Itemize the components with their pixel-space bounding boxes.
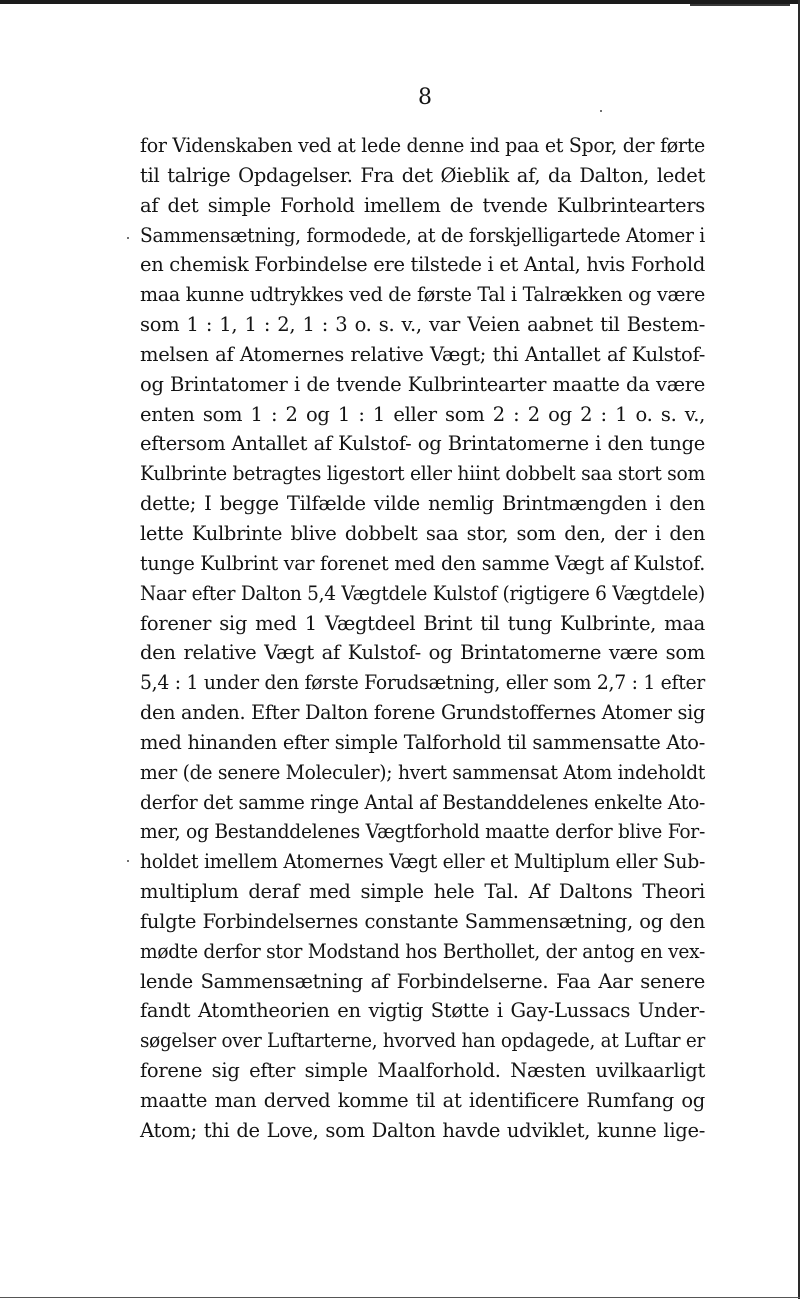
page-number: 8: [418, 85, 432, 110]
text-line: melsen af Atomernes relative Vægt; thi Antallet af Kulstof-: [140, 342, 705, 366]
text-line: den relative Vægt af Kulstof- og Brintatomerne være som: [140, 641, 705, 665]
text-line: en chemisk Forbindelse ere tilstede i et Antal, hvis Forhold: [140, 253, 706, 277]
text-line: søgelser over Luftarterne, hvorved han opdagede, at Luftar er: [140, 1029, 705, 1053]
text-line: holdet imellem Atomernes Vægt eller et Multiplum eller Sub-: [140, 850, 705, 874]
text-line: den anden. Efter Dalton forene Grundstoffernes Atomer sig: [140, 701, 705, 725]
text-line: som 1 : 1, 1 : 2, 1 : 3 o. s. v., var Veien aabnet til Bestem-: [140, 313, 705, 337]
body-paragraph: [140, 131, 705, 1146]
text-line: dette; I begge Tilfælde vilde nemlig Brintmængden i den: [140, 492, 705, 516]
text-line: eftersom Antallet af Kulstof- og Brintatomerne i den tunge: [140, 432, 705, 456]
text-line: Sammensætning, formodede, at de forskjelligartede Atomer i: [140, 223, 705, 247]
text-line: mer (de senere Moleculer); hvert sammensat Atom indeholdt: [140, 760, 706, 784]
text-line: mer, og Bestanddelenes Vægtforhold maatte derfor blive For-: [140, 820, 705, 844]
text-line: til talrige Opdagelser. Fra det Øieblik af, da Dalton, ledet: [140, 163, 705, 187]
page-bottom-edge: [0, 1297, 800, 1298]
scan-speck: [127, 860, 129, 862]
text-line: lende Sammensætning af Forbindelserne. Faa Aar senere: [140, 969, 705, 993]
text-line: Kulbrinte betragtes ligestort eller hiint dobbelt saa stort som: [140, 462, 706, 486]
text-line: og Brintatomer i de tvende Kulbrintearter maatte da være: [140, 372, 705, 396]
text-line: tunge Kulbrint var forenet med den samme Vægt af Kulstof.: [140, 551, 706, 575]
scan-speck: [127, 237, 129, 239]
text-line: maa kunne udtrykkes ved de første Tal i Talrækken og være: [140, 283, 706, 307]
text-line: mødte derfor stor Modstand hos Berthollet, der antog en vex-: [140, 939, 705, 963]
text-line: Naar efter Dalton 5,4 Vægtdele Kulstof (rigtigere 6 Vægtdele): [140, 581, 705, 605]
text-line: fandt Atomtheorien en vigtig Støtte i Gay-Lussacs Under-: [140, 999, 705, 1023]
text-line: forener sig med 1 Vægtdeel Brint til tung Kulbrinte, maa: [140, 611, 705, 635]
text-line: enten som 1 : 2 og 1 : 1 eller som 2 : 2 og 2 : 1 o. s. v.,: [140, 402, 705, 426]
page-top-edge-shadow: [690, 4, 790, 6]
text-line: derfor det samme ringe Antal af Bestanddelenes enkelte Ato-: [140, 790, 705, 814]
text-line: lette Kulbrinte blive dobbelt saa stor, som den, der i den: [140, 521, 705, 545]
text-line: Atom; thi de Love, som Dalton havde udviklet, kunne lige-: [140, 1118, 705, 1142]
text-line: af det simple Forhold imellem de tvende Kulbrintearters: [140, 193, 705, 217]
text-line: maatte man derved komme til at identificere Rumfang og: [140, 1089, 705, 1112]
text-line: for Videnskaben ved at lede denne ind paa et Spor, der førte: [140, 134, 706, 157]
text-line: forene sig efter simple Maalforhold. Næsten uvilkaarligt: [140, 1059, 705, 1083]
text-line: multiplum deraf med simple hele Tal. Af Daltons Theori: [140, 880, 705, 904]
page-top-edge: [0, 0, 800, 4]
text-line: 5,4 : 1 under den første Forudsætning, eller som 2,7 : 1 efter: [140, 671, 706, 695]
text-line: med hinanden efter simple Talforhold til sammensatte Ato-: [140, 730, 706, 754]
text-line: fulgte Forbindelsernes constante Sammensætning, og den: [140, 909, 705, 933]
